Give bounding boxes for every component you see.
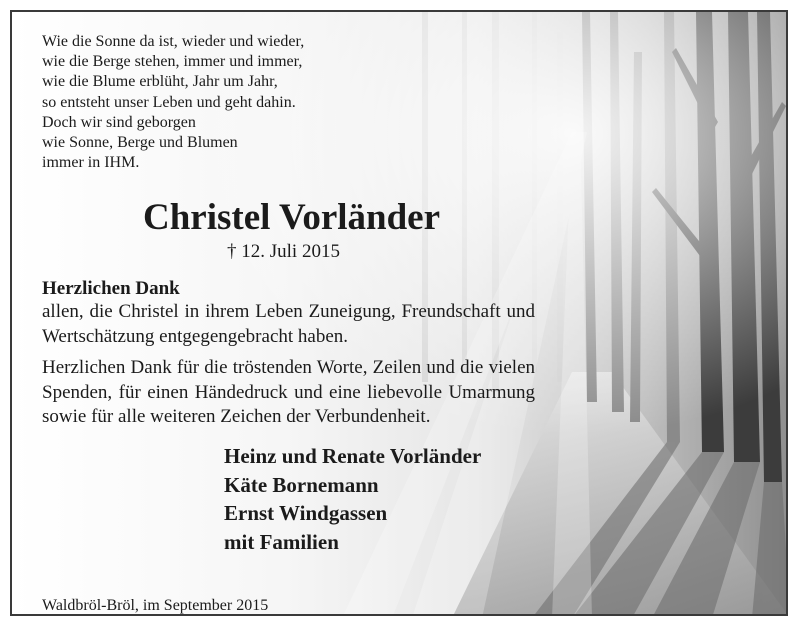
- signer-line: Heinz und Renate Vorländer: [224, 444, 482, 468]
- poem-line: Doch wir sind geborgen: [42, 113, 196, 131]
- notice-frame: [10, 10, 788, 616]
- poem-line: wie die Blume erblüht, Jahr um Jahr,: [42, 73, 278, 91]
- signer-line: Käte Bornemann: [224, 472, 379, 497]
- poem: [42, 32, 304, 173]
- signer-line: mit Familien: [224, 529, 339, 554]
- thanks-paragraph-2: Herzlichen Dank für die tröstenden Worte, Zeilen und die vielen Spenden, für einen Händedruck und eine liebevolle Umarmung sowie für alle weiteren Zeichen der Verbundenheit.: [42, 357, 535, 427]
- poem-line: so entsteht unser Leben und geht dahin.: [42, 93, 296, 111]
- thanks-heading: Herzlichen Dank: [42, 278, 180, 299]
- poem-line: wie Sonne, Berge und Blumen: [42, 134, 238, 152]
- signers: [224, 442, 481, 556]
- signer-line: Ernst Windgassen: [224, 501, 388, 525]
- poem-line: wie die Berge stehen, immer und immer,: [42, 53, 303, 71]
- death-date: † 12. Juli 2015: [227, 241, 340, 262]
- poem-line: Wie die Sonne da ist, wieder und wieder,: [42, 33, 305, 50]
- poem-line: immer in IHM.: [42, 154, 140, 172]
- thanks-paragraph-1: allen, die Christel in ihrem Leben Zuneigung, Freundschaft und Wertschätzung entgegengebracht haben.: [42, 301, 535, 347]
- place-date: Waldbröl-Bröl, im September 2015: [42, 597, 269, 614]
- deceased-name: Christel Vorländer: [143, 197, 441, 238]
